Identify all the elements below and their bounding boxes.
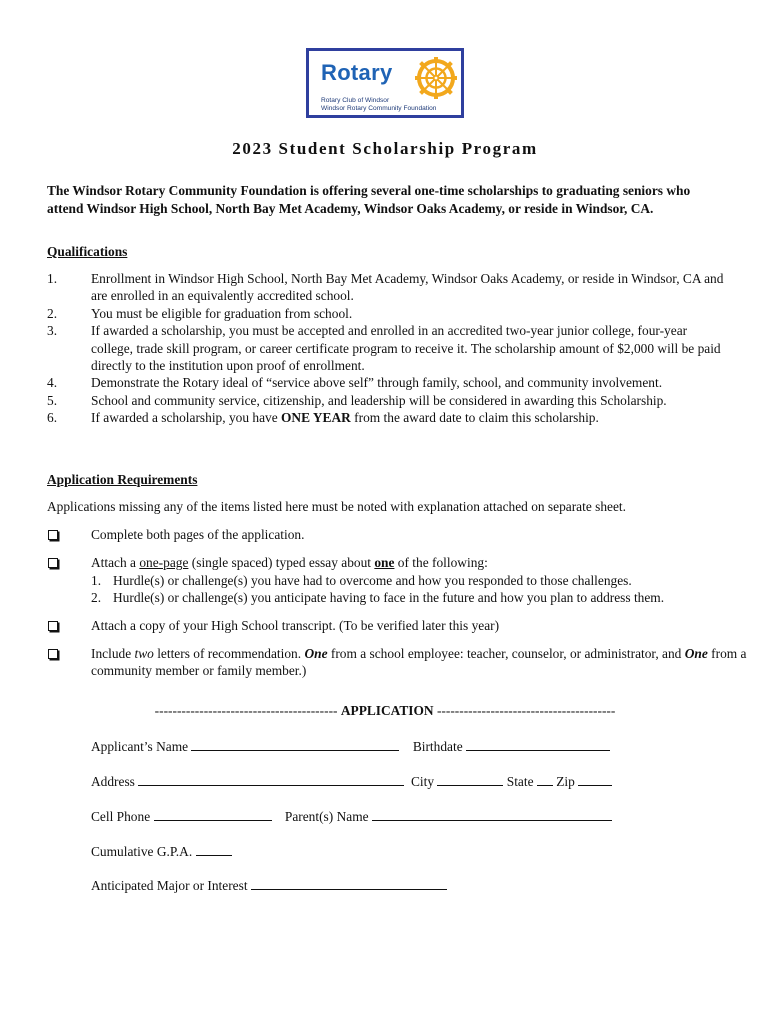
- qualifications-heading: Qualifications: [47, 244, 128, 259]
- logo-wordmark: Rotary: [321, 60, 393, 85]
- checkbox-square-icon: [48, 530, 58, 540]
- requirement-item: [47, 526, 747, 544]
- list-number: 2.: [47, 305, 58, 321]
- dash-rule: ----------------------------------------: [436, 703, 616, 718]
- form-row-phone: [91, 808, 612, 825]
- list-text: [91, 409, 727, 426]
- requirement-item: [47, 617, 747, 635]
- list-text-part: from the award date to claim this scholarship.: [350, 410, 599, 426]
- checkbox[interactable]: [47, 526, 91, 544]
- list-number: 4.: [47, 375, 58, 391]
- list-text-part: If awarded a scholarship, you have: [91, 410, 281, 426]
- address-field[interactable]: [138, 773, 404, 786]
- sub-number: 1.: [91, 572, 102, 588]
- requirements-heading: Application Requirements: [47, 472, 198, 487]
- address-label: Address: [91, 774, 135, 789]
- requirement-text: [91, 645, 747, 680]
- page-title: 2023 Student Scholarship Program: [232, 139, 538, 158]
- sub-list-item: [91, 572, 747, 589]
- application-heading: [0, 703, 770, 719]
- sub-text: Hurdle(s) or challenge(s) you have had to overcome and how you responded to those challenges.: [113, 572, 632, 588]
- checkbox-square-icon: [48, 649, 58, 659]
- checkbox[interactable]: [47, 554, 91, 606]
- form-row-address: [91, 773, 612, 790]
- underlined-one: one: [374, 555, 395, 571]
- text-part: (single spaced) typed essay about: [188, 555, 375, 571]
- form-row-major: [91, 877, 447, 894]
- requirements-intro: Applications missing any of the items listed here must be noted with explanation attached on separate sheet.: [47, 499, 626, 514]
- application-title: APPLICATION: [340, 703, 434, 718]
- list-item: [47, 409, 727, 426]
- italic-two: two: [134, 646, 154, 662]
- form-row-gpa: [91, 843, 232, 860]
- intro-paragraph: The Windsor Rotary Community Foundation is offering several one-time scholarships to graduating seniors who attend Windsor High School, North Bay Met Academy, Windsor Oaks Academy, or reside in Windsor, CA.: [47, 183, 691, 216]
- list-number: 6.: [47, 410, 58, 426]
- cell-phone-field[interactable]: [154, 808, 272, 821]
- checkbox-square-icon: [48, 558, 58, 568]
- major-field[interactable]: [251, 877, 447, 890]
- list-item: [47, 374, 727, 391]
- italic-one: One: [304, 646, 328, 662]
- gpa-field[interactable]: [196, 843, 232, 856]
- zip-label: Zip: [556, 774, 575, 789]
- list-item: [47, 305, 727, 322]
- dash-rule: -----------------------------------------: [154, 703, 338, 718]
- text-part: Attach a: [91, 555, 140, 571]
- list-number: 1.: [47, 271, 58, 286]
- requirement-text: [91, 554, 747, 606]
- requirements-list: [47, 526, 747, 690]
- birthdate-field[interactable]: [466, 738, 610, 751]
- logo-foundation-name: Windsor Rotary Community Foundation: [321, 105, 437, 112]
- rotary-logo: [306, 48, 464, 118]
- text-part: from a school employee: teacher, counselor, or administrator, and: [327, 646, 685, 662]
- major-label: Anticipated Major or Interest: [91, 878, 248, 893]
- list-text: Enrollment in Windsor High School, North Bay Met Academy, Windsor Oaks Academy, or reside in Windsor, CA and are enrolled in an equivalently accredited school.: [91, 271, 724, 304]
- list-text: School and community service, citizenship, and leadership will be considered in awarding this Scholarship.: [91, 392, 667, 408]
- text-part: from a community member or family member.): [91, 646, 747, 679]
- list-item: [47, 322, 727, 374]
- parents-name-field[interactable]: [372, 808, 612, 821]
- underlined-one-page: one-page: [139, 555, 189, 571]
- list-text: Demonstrate the Rotary ideal of “service above self” through family, school, and community involvement.: [91, 375, 663, 391]
- requirement-item: [47, 645, 747, 680]
- text-part: of the following:: [394, 555, 488, 571]
- emphasis-one-year: ONE YEAR: [281, 410, 351, 426]
- list-text: You must be eligible for graduation from school.: [91, 305, 353, 321]
- logo-club-name: Rotary Club of Windsor: [321, 97, 390, 104]
- list-number: 5.: [47, 392, 58, 408]
- list-text: If awarded a scholarship, you must be accepted and enrolled in an accredited two-year junior college, four-year college, trade skill program, or career certificate program to receive it. The scholarship amount of $2,000 will be paid directly to the institution upon proof of enrollment.: [91, 323, 721, 374]
- sub-text: Hurdle(s) or challenge(s) you anticipate having to face in the future and how you plan to address them.: [113, 590, 665, 606]
- city-field[interactable]: [437, 773, 503, 786]
- sub-number: 2.: [91, 590, 102, 606]
- applicant-name-field[interactable]: [191, 738, 399, 751]
- qualifications-list: [47, 270, 727, 427]
- state-label: State: [506, 774, 534, 789]
- italic-one: One: [684, 646, 708, 662]
- text-part: Include: [91, 646, 135, 662]
- checkbox-square-icon: [48, 621, 58, 631]
- rotary-wheel-icon: [415, 57, 457, 99]
- state-field[interactable]: [537, 773, 553, 786]
- list-number: 3.: [47, 323, 58, 339]
- requirement-item: [47, 554, 747, 606]
- cell-phone-label: Cell Phone: [91, 809, 151, 824]
- parents-name-label: Parent(s) Name: [284, 809, 369, 824]
- text-part: letters of recommendation.: [153, 646, 305, 662]
- checkbox[interactable]: [47, 617, 91, 635]
- form-row-name: [91, 738, 610, 755]
- zip-field[interactable]: [578, 773, 612, 786]
- city-label: City: [410, 774, 435, 789]
- requirement-text: Complete both pages of the application.: [91, 527, 305, 542]
- list-item: [47, 392, 727, 409]
- requirement-text: Attach a copy of your High School transcript. (To be verified later this year): [91, 617, 500, 633]
- gpa-label: Cumulative G.P.A.: [91, 844, 193, 859]
- birthdate-label: Birthdate: [412, 739, 463, 754]
- applicant-name-label: Applicant’s Name: [91, 739, 189, 754]
- list-item: [47, 270, 727, 305]
- checkbox[interactable]: [47, 645, 91, 680]
- sub-list-item: [91, 589, 747, 606]
